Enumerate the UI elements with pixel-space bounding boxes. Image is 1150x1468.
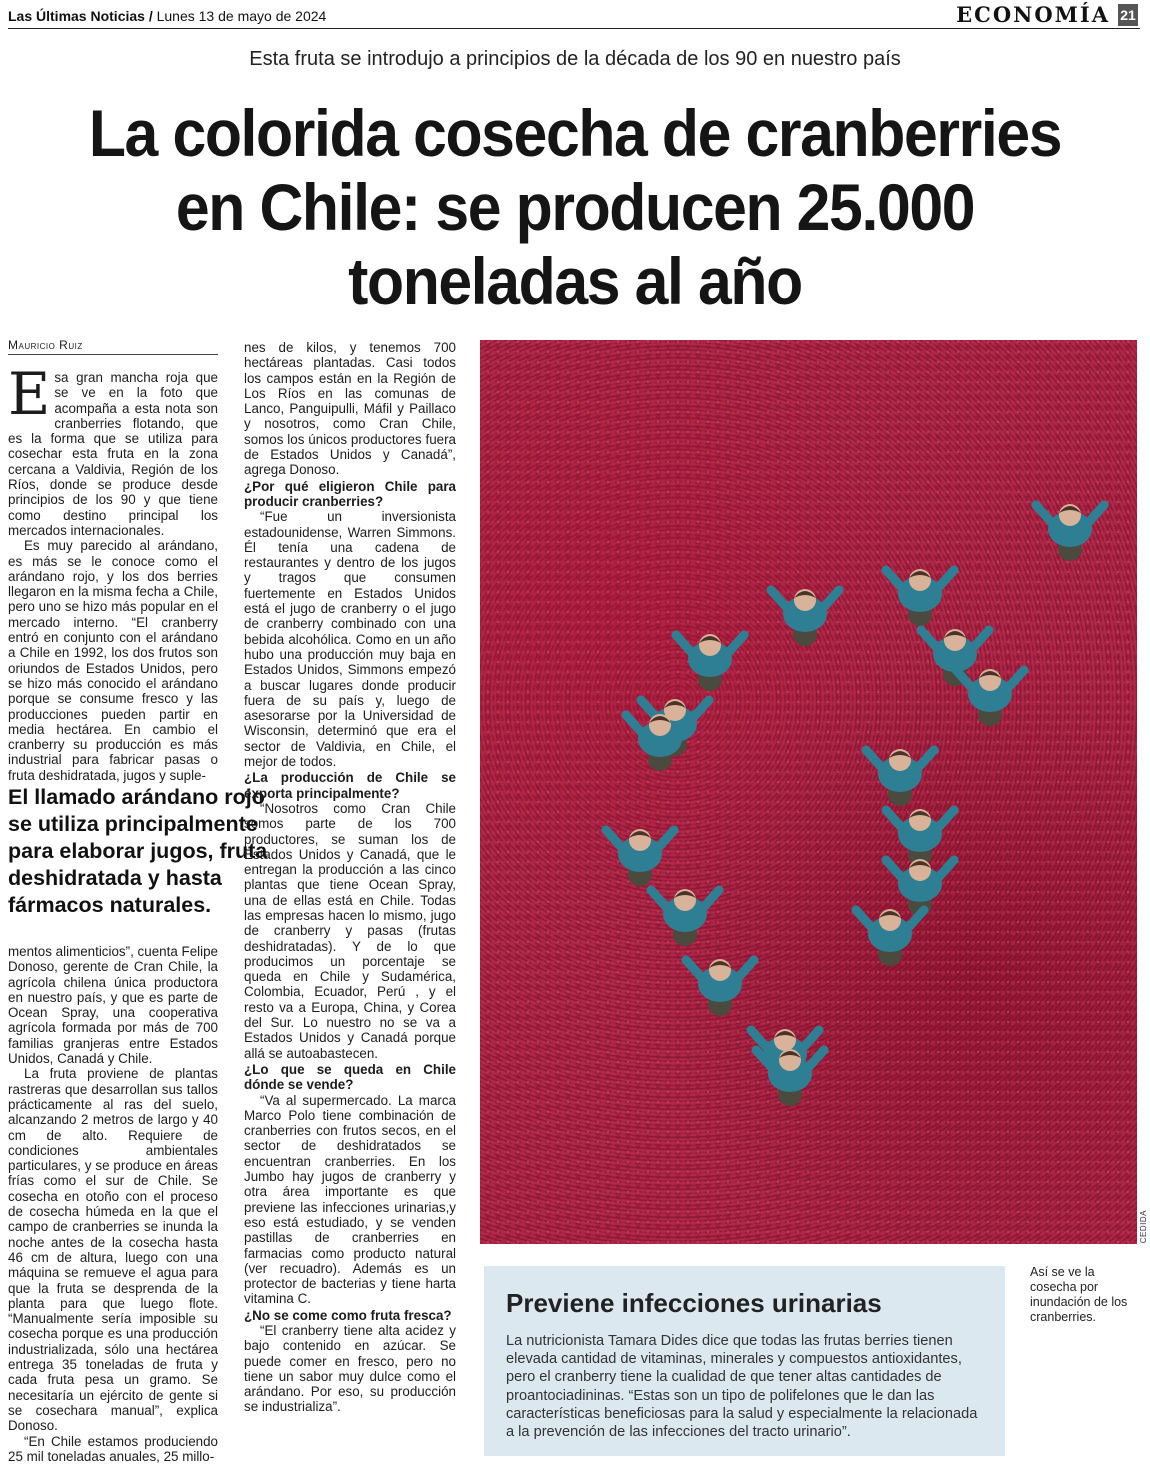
column-2 (244, 340, 456, 1415)
section-name: ECONOMÍA (956, 2, 1110, 27)
sidebar-title: Previene infecciones urinarias (506, 1288, 882, 1318)
interview-answer: “Va al supermercado. La marca Marco Polo tiene combinación de cranberries con frutos secos, en el sector de deshidratados se encuentran cranberries. En los Jumbo hay jugos de cranberry y otra área importante es que previene las infecciones urinarias,y eso está estudiado, y se venden pastillas de cranberries en farmacias como producto natural (ver recuadro). Además es un protector de bacterias y tiene harta vitamina C. (244, 1092, 456, 1307)
paragraph: sa gran mancha roja que se ve en la foto que acompaña a esta nota son cranberries flotando, que es la forma que se utiliza para cosechar esta fruta en la zona cercana a Valdivia, Región de los Ríos, donde se produce desde principios de los 90 y que tiene como destino principal los mercados internacionales. (8, 370, 218, 538)
workers-heart-illustration (480, 340, 1137, 1244)
header-rule (8, 28, 1140, 29)
paragraph: Es muy parecido al arándano, es más se le conoce como el arándano rojo, y los dos berries llegaron en la misma fecha a Chile, pero uno se hizo más popular en el mercado interno. “El cranberry entró en conjunto con el arándano a Chile en 1992, los dos frutos son oriundos de Estados Unidos, pero se hizo más conocido el arándano porque se consume fresco y las producciones pueden partir en media hectárea. En cambio el cranberry su producción es más industrial para fabricar pasas o fruta deshidratada, jugos y suple- (8, 538, 218, 783)
paragraph: La fruta proviene de plantas rastreras que desarrollan sus tallos prácticamente al ras del suelo, alcanzando 2 metros de largo y 40 cm de alto. Requiere de condiciones ambientales particulares, y se produce en áreas frías como el sur de Chile. Se cosecha en otoño con el proceso de cosecha húmeda en la que el campo de cranberries se inunda la noche antes de la cosecha hasta 46 cm de altura, luego con una máquina se remueve el agua para que la fruta se desprenda de la planta para que luego flote. “Manualmente sería imposible su cosecha porque es una producción industrializada, sólo una hectárea entrega 35 toneladas de fruta y cada fruta pesa un gramo. Se necesitaría un ejército de gente si se cosechara manual”, explica Donoso. (8, 1066, 218, 1434)
column-1-bottom (8, 944, 218, 1464)
publication-name: Las Últimas Noticias (8, 8, 145, 24)
masthead (8, 8, 326, 24)
paragraph: “En Chile estamos produciendo 25 mil toneladas anuales, 25 millo- (8, 1433, 218, 1464)
publication-date: Lunes 13 de mayo de 2024 (156, 8, 327, 24)
sidebar-text: La nutricionista Tamara Dides dice que todas las frutas berries tienen elevada cantidad de vitaminas, minerales y compuestos antioxidantes, pero el cranberry tiene la cualidad de que tener altas cantidades de proantociadininas. “Estas son un tipo de polifelones que le dan las características beneficiosas para la salud y especialmente la relacionada a la prevención de las infecciones del tracto urinario”. (506, 1333, 978, 1441)
paragraph: mentos alimenticios”, cuenta Felipe Donoso, gerente de Cran Chile, la agrícola chilena única productora en nuestro país, y que es parte de Ocean Spray, una cooperativa agrícola formada por más de 700 familias granjeras entre Estados Unidos, Canadá y Chile. (8, 944, 218, 1067)
photo-caption: Así se ve la cosecha por inundación de los cranberries. (1030, 1265, 1128, 1324)
interview-question: ¿La producción de Chile se exporta principalmente? (244, 770, 456, 801)
interview-answer: “Nosotros como Cran Chile somos parte de los 700 productores, se suman los de Estados Unidos y Canadá, que le entregan la producción a las cinco plantas que tiene Ocean Spray, una de ellas está en Chile. Todas las empresas hacen lo mismo, jugo de cranberry y pasas (frutas deshidratadas). Y de lo que producimos un porcentaje se queda en Chile y Sudamérica, Colombia, Ecuador, Perú , y el resto va a Europa, China, y Corea del Sur. Lo nuestro no se va a Estados Unidos y Canadá porque allá se autoabastecen. (244, 800, 456, 1061)
paragraph: nes de kilos, y tenemos 700 hectáreas plantadas. Casi todos los campos están en la Región de Los Ríos en las comunas de Lanco, Panguipulli, Máfil y Paillaco y nosotros, como Cran Chile, somos los únicos productores fuera de Estados Unidos y Canadá”, agrega Donoso. (244, 340, 456, 478)
headline: La colorida cosecha de cranberries en Chile: se producen 25.000 toneladas al año (88, 96, 1062, 318)
pull-quote: El llamado arándano rojo se utiliza principalmente para elaborar jugos, fruta deshidratada y hasta fármacos naturales. (8, 785, 268, 917)
interview-question: ¿No se come como fruta fresca? (244, 1307, 452, 1323)
interview-answer: “El cranberry tiene alta acidez y bajo contenido en azúcar. Se puede comer en fresco, pero no tiene un sabor muy dulce como el arándano. Por eso, su producción se industrializa”. (244, 1323, 456, 1415)
page-number: 21 (1118, 4, 1138, 26)
kicker: Esta fruta se introdujo a principios de la década de los 90 en nuestro país (249, 48, 901, 70)
byline: Mauricio Ruiz (8, 338, 218, 355)
cranberry-harvest-photo (480, 340, 1137, 1244)
column-1-top (8, 360, 218, 783)
drop-cap: E (8, 360, 51, 428)
interview-question: ¿Por qué eligieron Chile para producir cranberries? (244, 478, 456, 509)
interview-answer: “Fue un inversionista estadounidense, Warren Simmons. Él tenía una cadena de restaurantes y dentro de los jugos y tragos que consumen fuertemente en Estados Unidos está el jugo de cranberry o el jugo de cranberry combinado con una bebida alcohólica. Como en un año hubo una producción muy baja en Estados Unidos, Simmons empezó a buscar lugares donde producir fuera de su país y, luego de asesorarse por la Universidad de Wisconsin, determinó que era el sector de Valdivia, en Chile, el mejor de todos. (244, 509, 456, 770)
photo-credit: CEDIDA (1139, 1210, 1148, 1244)
interview-question: ¿Lo que se queda en Chile dónde se vende? (244, 1061, 456, 1093)
header-separator: / (148, 8, 153, 24)
